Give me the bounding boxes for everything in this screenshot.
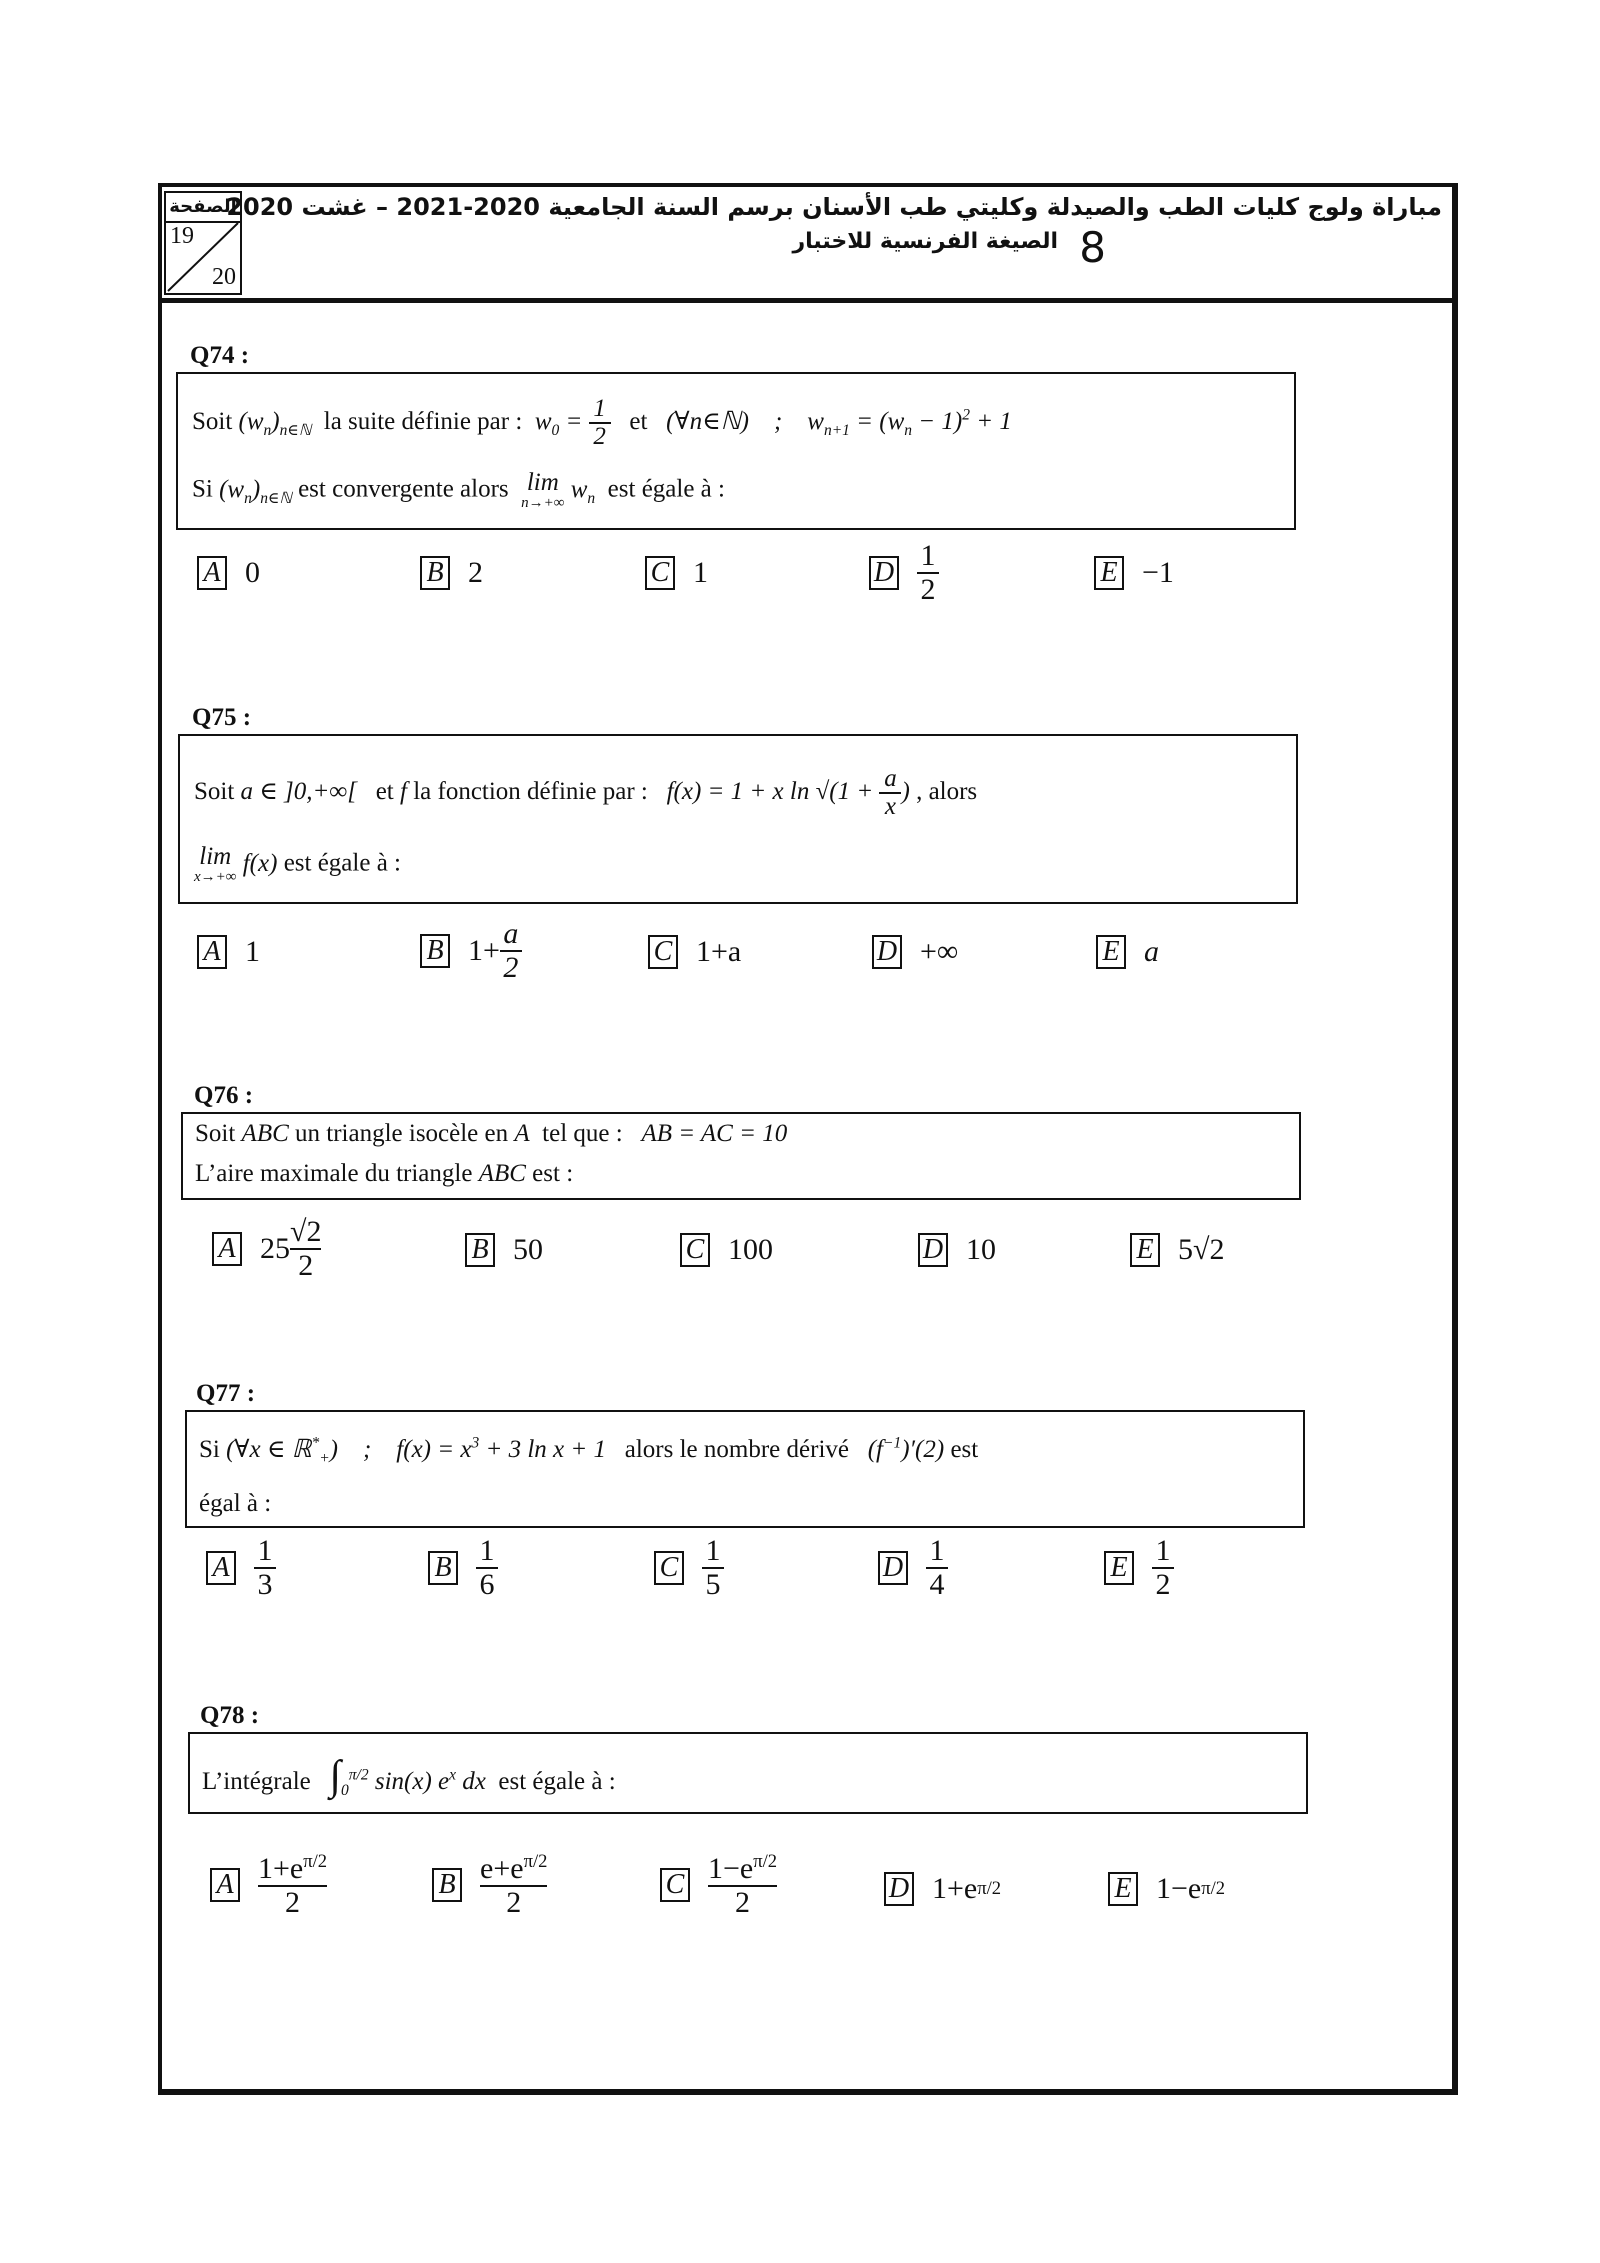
option-q74-c[interactable] xyxy=(645,556,708,590)
q77-text: est xyxy=(950,1436,979,1463)
frac-num: $1+e^{\pi/2}$ xyxy=(258,1851,328,1885)
frac-num: 1 xyxy=(257,1534,273,1567)
q75-line1 xyxy=(194,766,977,821)
exam-subtitle: الصيغة الفرنسية للاختبار xyxy=(792,229,1058,254)
q76-math-abc2: ABC xyxy=(478,1160,526,1187)
option-letter: D xyxy=(878,1551,908,1585)
q74-text: est convergente alors xyxy=(298,475,509,503)
frac-num: 1 xyxy=(705,1534,721,1567)
q76-line2 xyxy=(195,1160,573,1188)
frac-num: $1-e^{\pi/2}$ xyxy=(708,1851,778,1885)
q74-math-seq2: $(w_n)_{n\in ℕ}$ xyxy=(219,475,292,507)
option-fraction xyxy=(708,1852,777,1918)
option-q76-b[interactable] xyxy=(465,1233,543,1267)
option-letter: E xyxy=(1104,1551,1134,1585)
q75-math-def: f(x) = 1 + x ln √(1 + $\frac{a}{x}$ ) xyxy=(666,765,910,821)
q76-text: L’aire maximale du triangle xyxy=(195,1160,473,1187)
q77-text: Si xyxy=(199,1436,220,1463)
frac-num: 1 xyxy=(479,1534,495,1567)
q74-math-w0: $w_0$ = $\frac{1}{2}$ xyxy=(535,408,611,435)
option-q74-a[interactable] xyxy=(197,556,260,590)
option-q76-a[interactable] xyxy=(212,1216,321,1281)
option-q77-d[interactable] xyxy=(878,1535,948,1600)
option-letter: B xyxy=(428,1551,458,1585)
option-letter: E xyxy=(1094,556,1124,590)
option-letter: B xyxy=(432,1868,462,1902)
option-q75-b[interactable] xyxy=(420,918,522,983)
question-box-q75 xyxy=(178,734,1298,904)
frac-num: √2 xyxy=(290,1215,322,1248)
option-letter: B xyxy=(465,1233,495,1267)
version-mark: 8 xyxy=(1079,223,1106,272)
frac-den: 2 xyxy=(503,950,519,984)
page-current: 19 xyxy=(170,223,194,249)
q74-text: la suite définie par : xyxy=(323,407,523,435)
question-label-q76: Q76 : xyxy=(194,1082,254,1109)
q77-math-deriv: $(f^{-1})'(2)$ xyxy=(867,1434,945,1463)
option-fraction xyxy=(1152,1535,1174,1600)
option-letter: A xyxy=(212,1232,242,1266)
q78-line1 xyxy=(202,1752,616,1800)
option-letter: E xyxy=(1130,1233,1160,1267)
frac-den: 2 xyxy=(285,1885,301,1919)
option-value: 1−e xyxy=(1156,1872,1202,1905)
option-q78-a[interactable] xyxy=(210,1852,327,1918)
q74-math-forall: (∀n∈ℕ) xyxy=(666,407,749,435)
option-letter: D xyxy=(869,556,899,590)
frac-den: 2 xyxy=(1155,1567,1171,1601)
option-prefix: 1+ xyxy=(468,933,500,967)
q76-line1 xyxy=(195,1120,787,1148)
q76-text: tel que : xyxy=(542,1120,623,1147)
option-letter: A xyxy=(210,1868,240,1902)
q75-math-domain: a ∈ ]0,+∞[ xyxy=(240,777,357,805)
option-letter: A xyxy=(206,1551,236,1585)
question-box-q76 xyxy=(181,1112,1301,1200)
option-letter: A xyxy=(197,935,227,969)
q76-text: Soit xyxy=(195,1120,236,1147)
option-fraction xyxy=(917,540,939,605)
option-fraction xyxy=(476,1535,498,1600)
option-letter: D xyxy=(884,1872,914,1906)
option-value: +∞ xyxy=(920,935,959,968)
frac-den: 4 xyxy=(929,1567,945,1601)
option-fraction xyxy=(926,1535,948,1600)
question-label-q78: Q78 : xyxy=(200,1702,260,1729)
q74-math-recurrence: ; $w_{n+1} = (w_n - 1)^2 + 1$ xyxy=(773,406,1012,439)
frac-num: $e+e^{\pi/2}$ xyxy=(480,1851,548,1885)
q74-text: et xyxy=(629,407,648,435)
option-q78-e[interactable]: E 1−e π/2 xyxy=(1108,1872,1225,1906)
q76-math-a: A xyxy=(514,1120,530,1147)
option-value: −1 xyxy=(1142,556,1174,589)
question-label-q77: Q77 : xyxy=(196,1380,256,1407)
q74-text: Soit xyxy=(192,407,233,435)
q75-text: la fonction définie par : xyxy=(413,777,648,805)
option-q75-c[interactable] xyxy=(648,935,741,969)
q76-math-eq: AB = AC = 10 xyxy=(641,1120,788,1147)
frac-den: 2 xyxy=(506,1885,522,1919)
q74-math-seq: $(w_n)_{n\in ℕ}$ xyxy=(238,407,312,439)
option-value: 0 xyxy=(245,556,260,589)
option-q76-d[interactable] xyxy=(918,1233,996,1267)
frac-num: 1 xyxy=(920,539,936,572)
exam-title: مباراة ولوج كليات الطب والصيدلة وكليتي طب الأسنان برسم السنة الجامعية 2020-2021 – غشت 2020 xyxy=(226,193,1442,221)
frac-den: 5 xyxy=(705,1567,721,1601)
page-label: الصفحة xyxy=(166,193,240,223)
option-value: 1 xyxy=(693,556,708,589)
option-fraction xyxy=(254,1535,276,1600)
option-q75-a[interactable] xyxy=(197,935,260,969)
option-q75-e[interactable] xyxy=(1096,935,1159,969)
option-letter: B xyxy=(420,934,450,968)
frac-num: 1 xyxy=(929,1534,945,1567)
q74-text: est égale à : xyxy=(607,475,725,503)
option-value: 50 xyxy=(513,1233,543,1266)
option-letter: C xyxy=(660,1868,690,1902)
option-q77-c[interactable] xyxy=(654,1535,724,1600)
option-q77-e[interactable] xyxy=(1104,1535,1174,1600)
q75-text: est égale à : xyxy=(283,849,401,877)
frac-den: 2 xyxy=(735,1885,751,1919)
page-total: 20 xyxy=(212,264,236,290)
option-letter: C xyxy=(654,1551,684,1585)
option-value: 1+e xyxy=(932,1872,978,1905)
option-q78-c[interactable] xyxy=(660,1852,777,1918)
frac-den: 6 xyxy=(479,1567,495,1601)
question-label-q74: Q74 : xyxy=(190,342,250,369)
q75-text: Soit xyxy=(194,777,235,805)
q77-math-domain: (∀x ∈ ℝ*$_+$) xyxy=(226,1434,338,1467)
option-q74-e[interactable] xyxy=(1094,556,1174,590)
frac-num-text: e+e xyxy=(480,1852,524,1885)
frac-num-text: 1−e xyxy=(708,1852,754,1885)
q75-text: et xyxy=(375,777,394,805)
option-fraction xyxy=(258,1852,327,1918)
option-value: 5√2 xyxy=(1178,1233,1225,1266)
question-box-q78 xyxy=(188,1732,1308,1814)
q74-text: Si xyxy=(192,475,213,503)
option-q78-d[interactable]: D 1+e π/2 xyxy=(884,1872,1001,1906)
q77-line2 xyxy=(199,1490,271,1518)
question-box-q74 xyxy=(176,372,1296,530)
q75-math-lim: lim x→+∞ f(x) xyxy=(194,843,278,886)
option-letter: E xyxy=(1096,935,1126,969)
exam-header xyxy=(158,183,1458,303)
q77-math-def: ; $f(x) = x^3 + 3$ ln x + 1 xyxy=(362,1434,607,1463)
frac-den: 3 xyxy=(257,1567,273,1601)
option-q74-d[interactable] xyxy=(869,540,939,605)
question-label-q75: Q75 : xyxy=(192,704,252,731)
option-value: 1 xyxy=(245,935,260,968)
option-q74-b[interactable] xyxy=(420,556,483,590)
option-q78-b[interactable] xyxy=(432,1852,547,1918)
option-q77-b[interactable] xyxy=(428,1535,498,1600)
q74-line2 xyxy=(192,470,725,512)
frac-num: 1 xyxy=(1155,1534,1171,1567)
option-value: 100 xyxy=(728,1233,773,1266)
question-box-q77 xyxy=(185,1410,1305,1528)
option-letter: D xyxy=(918,1233,948,1267)
q77-text: égal à : xyxy=(199,1490,272,1517)
option-q76-c[interactable] xyxy=(680,1233,773,1267)
option-letter: D xyxy=(872,935,902,969)
q77-text: alors le nombre dérivé xyxy=(624,1436,849,1463)
q75-text: , alors xyxy=(916,777,978,805)
q76-text: un triangle isocèle en xyxy=(295,1120,509,1147)
q78-math-integral: $\int_0^{\pi/2}$ sin(x) $e^x$ dx xyxy=(329,1753,486,1799)
option-value: 10 xyxy=(966,1233,996,1266)
q75-line2 xyxy=(194,844,401,886)
option-fraction xyxy=(702,1535,724,1600)
frac-den: 2 xyxy=(920,572,936,606)
option-q75-d[interactable] xyxy=(872,935,958,969)
option-letter: C xyxy=(648,935,678,969)
q78-text: L’intégrale xyxy=(202,1768,311,1795)
q76-text: est : xyxy=(532,1160,574,1187)
q78-text: est égale à : xyxy=(498,1768,616,1795)
option-q77-a[interactable] xyxy=(206,1535,276,1600)
q75-math-f: f xyxy=(400,777,407,805)
option-fraction xyxy=(480,1852,547,1918)
option-letter: A xyxy=(197,556,227,590)
option-value: 2 xyxy=(468,556,483,589)
option-fraction xyxy=(500,918,522,983)
option-letter: C xyxy=(680,1233,710,1267)
option-q76-e[interactable] xyxy=(1130,1233,1224,1267)
option-letter: C xyxy=(645,556,675,590)
frac-num: a xyxy=(503,917,519,950)
frac-num-text: 1+e xyxy=(258,1852,304,1885)
option-letter: E xyxy=(1108,1872,1138,1906)
option-fraction xyxy=(290,1216,321,1281)
q74-math-lim: lim n→+∞ $w_n$ xyxy=(521,469,596,512)
q76-math-abc: ABC xyxy=(241,1120,289,1147)
q74-line1 xyxy=(192,396,1012,451)
frac-den: 2 xyxy=(298,1248,314,1282)
option-value: a xyxy=(1144,935,1159,968)
option-prefix: 25 xyxy=(260,1231,290,1265)
option-value: 1+a xyxy=(696,935,742,968)
option-letter: B xyxy=(420,556,450,590)
q77-line1 xyxy=(199,1434,978,1468)
